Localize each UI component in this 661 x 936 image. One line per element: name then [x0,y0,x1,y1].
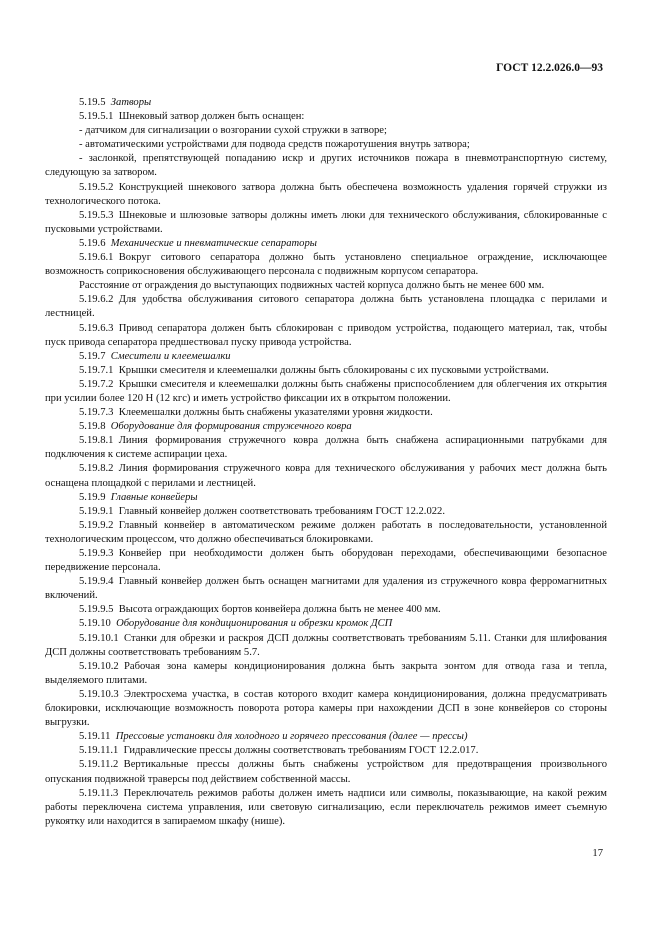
clause-text: Привод сепаратора должен быть сблокирован с приводом устройства, подающего материал, так, чтобы пуск привода сепаратора предшествовал пуску привода устройства. [45,322,607,348]
clause-text: Расстояние от ограждения до выступающих подвижных частей корпуса должно быть не менее 600 мм. [79,280,545,292]
paragraph [45,519,607,547]
clause-number: 5.19.11.1 [79,745,119,757]
clause-text: Главный конвейер должен быть оснащен магнитами для удаления из стружечного ковра ферромагнитных включений. [45,576,607,602]
clause-number: 5.19.7 [79,350,106,362]
clause-text: Шнековый затвор должен быть оснащен: [118,111,305,123]
clause-number: 5.19.5 [79,97,106,108]
clause-text: Конструкцией шнекового затвора должна быть обеспечена возможность удаления горячей стружки из технологического потока. [45,181,607,207]
clause-text: Вокруг ситового сепаратора должно быть установлено специальное ограждение, исключающее возможность соприкосновения обслуживающего персонала с подвижным корпусом сепаратора. [45,252,607,278]
clause-number: 5.19.9.1 [79,505,114,517]
clause-number: 5.19.8.1 [79,435,114,447]
paragraph [45,181,607,209]
clause-text: Шнековые и шлюзовые затворы должны иметь люки для технического обслуживания, сблокированные с пусковыми устройствами. [45,209,607,235]
clause-number: 5.19.5.1 [79,111,114,123]
paragraph [45,632,607,660]
paragraph [45,434,607,462]
clause-text: Клеемешалки должны быть снабжены указателями уровня жидкости. [118,407,433,419]
paragraph [45,744,607,758]
section-heading [45,96,607,110]
section-heading [45,491,607,505]
clause-text: Смесители и клеемешалки [110,350,231,362]
clause-text: Оборудование для формирования стружечного ковра [110,421,352,433]
paragraph [45,660,607,688]
section-heading [45,617,607,631]
clause-text: Гидравлические прессы должны соответствовать требованиям ГОСТ 12.2.017. [123,745,479,757]
clause-text: Механические и пневматические сепараторы [110,237,317,249]
paragraph [45,505,607,519]
paragraph [45,406,607,420]
clause-number: 5.19.10.3 [79,688,119,700]
clause-number: 5.19.7.1 [79,364,114,376]
clause-text: Вертикальные прессы должны быть снабжены устройством для предотвращения произвольного опускания подвижной траверсы под действием собственной массы. [45,759,607,785]
clause-number: 5.19.11.3 [79,787,119,799]
clause-number: 5.19.9.5 [79,604,114,616]
clause-text: Конвейер при необходимости должен быть оборудован переходами, обеспечивающими безопасное передвижение персонала. [45,548,607,574]
clause-number: 5.19.5.3 [79,209,114,221]
clause-number: 5.19.9.3 [79,548,114,559]
clause-text: - заслонкой, препятствующей попаданию искр и других источников пожара в пневмотранспортную систему, следующую за затвором. [45,153,607,179]
clause-text: Линия формирования стружечного ковра должна быть снабжена аспирационными патрубками для подключения к системе аспирации цеха. [45,435,607,461]
clause-number: 5.19.9.2 [79,519,114,531]
clause-text: - датчиком для сигнализации о возгорании сухой стружки в затворе; [79,125,387,137]
clause-number: 5.19.9 [79,491,106,503]
clause-number: 5.19.6.3 [79,322,114,334]
paragraph [45,279,607,293]
clause-text: Затворы [110,97,152,108]
clause-number: 5.19.8 [79,421,106,433]
clause-number: 5.19.10.1 [79,632,119,644]
clause-text: Станки для обрезки и раскроя ДСП должны соответствовать требованиям 5.11. Станки для шлифования ДСП должны соответствовать требованиям 5.7. [45,632,607,658]
clause-text: Линия формирования стружечного ковра для технического обслуживания у рабочих мест должна быть оснащена площадкой с перилами и лестницей. [45,463,607,489]
clause-text: Рабочая зона камеры кондиционирования должна быть закрыта зонтом для отвода газа и тепла, выделяемого плитами. [45,660,607,686]
clause-number: 5.19.6.1 [79,252,114,264]
paragraph [45,462,607,490]
paragraph [45,110,607,124]
clause-number: 5.19.7.2 [79,378,114,390]
clause-number: 5.19.6.2 [79,294,114,306]
clause-text: Крышки смесителя и клеемешалки должны быть снабжены приспособлением для облегчения их открытия при усилии более 120 Н (12 кгс) и иметь устройство фиксации их в открытом положении. [45,378,607,404]
clause-number: 5.19.9.4 [79,576,114,588]
clause-text: Оборудование для кондиционирования и обрезки кромок ДСП [116,618,393,630]
paragraph [45,758,607,786]
clause-text: Главный конвейер должен соответствовать требованиям ГОСТ 12.2.022. [118,505,445,517]
clause-text: Прессовые установки для холодного и горячего прессования (далее — прессы) [115,731,468,743]
clause-number: 5.19.10.2 [79,660,119,672]
document-body [45,96,607,829]
paragraph [45,138,607,152]
paragraph [45,322,607,350]
paragraph [45,251,607,279]
paragraph [45,575,607,603]
clause-number: 5.19.11.2 [79,759,119,771]
section-heading [45,730,607,744]
clause-text: Высота ограждающих бортов конвейера должна быть не менее 400 мм. [118,604,441,616]
paragraph [45,378,607,406]
paragraph [45,152,607,180]
clause-number: 5.19.8.2 [79,463,114,475]
clause-number: 5.19.6 [79,237,106,249]
paragraph [45,688,607,730]
paragraph [45,293,607,321]
page-number: 17 [592,848,603,859]
paragraph [45,547,607,575]
clause-text: - автоматическими устройствами для подвода средств пожаротушения внутрь затвора; [79,139,470,151]
clause-text: Главный конвейер в автоматическом режиме должен работать в последовательности, установленной технологическим процессом, что должно обеспечиваться блокировками. [45,519,607,545]
clause-text: Переключатель режимов работы должен иметь надписи или символы, показывающие, на какой режим работы переключена система управления, или световую сигнализацию, если переключатель режимов имеет съемную рукоятку или находится в запираемом шкафу (нише). [45,787,607,827]
paragraph [45,787,607,829]
clause-number: 5.19.10 [79,618,111,630]
clause-text: Главные конвейеры [110,491,198,503]
clause-number: 5.19.7.3 [79,407,114,419]
paragraph [45,124,607,138]
clause-number: 5.19.11 [79,731,111,743]
section-heading [45,350,607,364]
paragraph [45,209,607,237]
clause-text: Крышки смесителя и клеемешалки должны быть сблокированы с их пусковыми устройствами. [118,364,549,376]
clause-number: 5.19.5.2 [79,181,114,193]
section-heading [45,420,607,434]
page-header: ГОСТ 12.2.026.0—93 [496,62,603,74]
paragraph [45,364,607,378]
paragraph [45,603,607,617]
clause-text: Для удобства обслуживания ситового сепаратора должна быть установлена площадка с перилами и лестницей. [45,294,607,320]
clause-text: Электросхема участка, в состав которого входит камера кондиционирования, должна предусматривать блокировки, исключающие возможность поворота ротора камеры при нахождении ДСП в зоне конвейеров со стороны выгрузки. [45,688,607,729]
section-heading [45,237,607,251]
